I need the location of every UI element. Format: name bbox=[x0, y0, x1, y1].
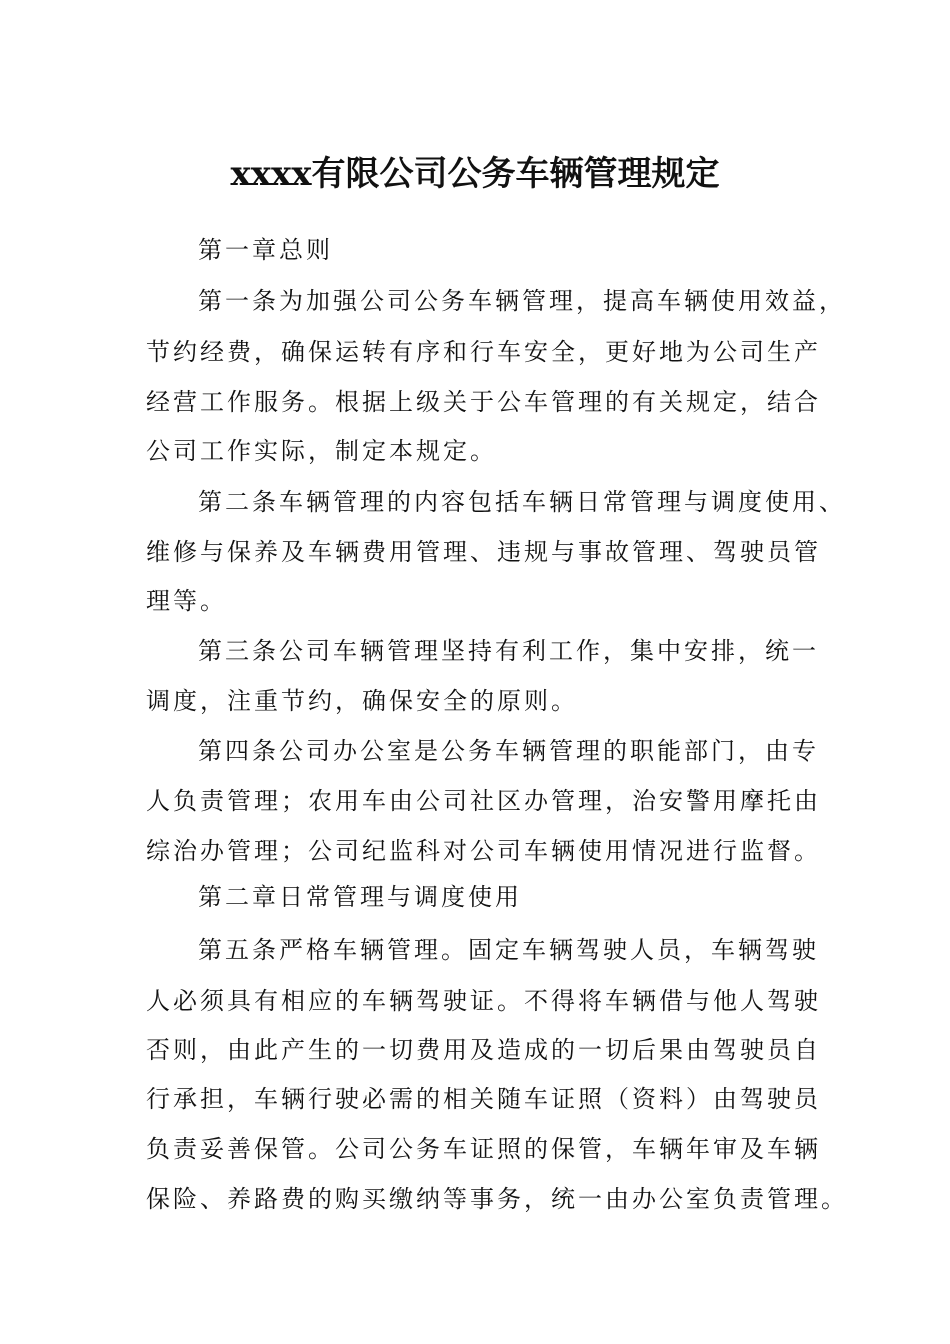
article-5-line-2: 人必须具有相应的车辆驾驶证。不得将车辆借与他人驾驶 bbox=[146, 987, 821, 1015]
article-3-line-2: 调度，注重节约，确保安全的原则。 bbox=[146, 687, 578, 715]
article-1-line-3: 经营工作服务。根据上级关于公车管理的有关规定，结合 bbox=[146, 388, 821, 416]
article-5-line-5: 负责妥善保管。公司公务车证照的保管，车辆年审及车辆 bbox=[146, 1135, 821, 1163]
article-2-line-1: 第二条车辆管理的内容包括车辆日常管理与调度使用、 bbox=[198, 488, 846, 516]
article-5-line-3: 否则，由此产生的一切费用及造成的一切后果由驾驶员自 bbox=[146, 1036, 821, 1064]
article-1-line-1: 第一条为加强公司公务车辆管理，提高车辆使用效益， bbox=[198, 287, 846, 315]
article-4-line-3: 综治办管理；公司纪监科对公司车辆使用情况进行监督。 bbox=[146, 837, 821, 865]
article-1-line-4: 公司工作实际，制定本规定。 bbox=[146, 437, 497, 465]
chapter-heading-2: 第二章日常管理与调度使用 bbox=[198, 883, 522, 911]
document-title: xxxx有限公司公务车辆管理规定 bbox=[230, 154, 720, 194]
article-3-line-1: 第三条公司车辆管理坚持有利工作，集中安排，统一 bbox=[198, 637, 819, 665]
article-5-line-6: 保险、养路费的购买缴纳等事务，统一由办公室负责管理。 bbox=[146, 1185, 848, 1213]
article-2-line-3: 理等。 bbox=[146, 587, 227, 615]
article-4-line-2: 人负责管理；农用车由公司社区办管理，治安警用摩托由 bbox=[146, 787, 821, 815]
chapter-heading-1: 第一章总则 bbox=[198, 236, 333, 264]
article-1-line-2: 节约经费，确保运转有序和行车安全，更好地为公司生产 bbox=[146, 338, 821, 366]
article-4-line-1: 第四条公司办公室是公务车辆管理的职能部门，由专 bbox=[198, 737, 819, 765]
article-5-line-1: 第五条严格车辆管理。固定车辆驾驶人员，车辆驾驶 bbox=[198, 936, 819, 964]
article-2-line-2: 维修与保养及车辆费用管理、违规与事故管理、驾驶员管 bbox=[146, 538, 821, 566]
article-5-line-4: 行承担，车辆行驶必需的相关随车证照（资料）由驾驶员 bbox=[146, 1085, 821, 1113]
